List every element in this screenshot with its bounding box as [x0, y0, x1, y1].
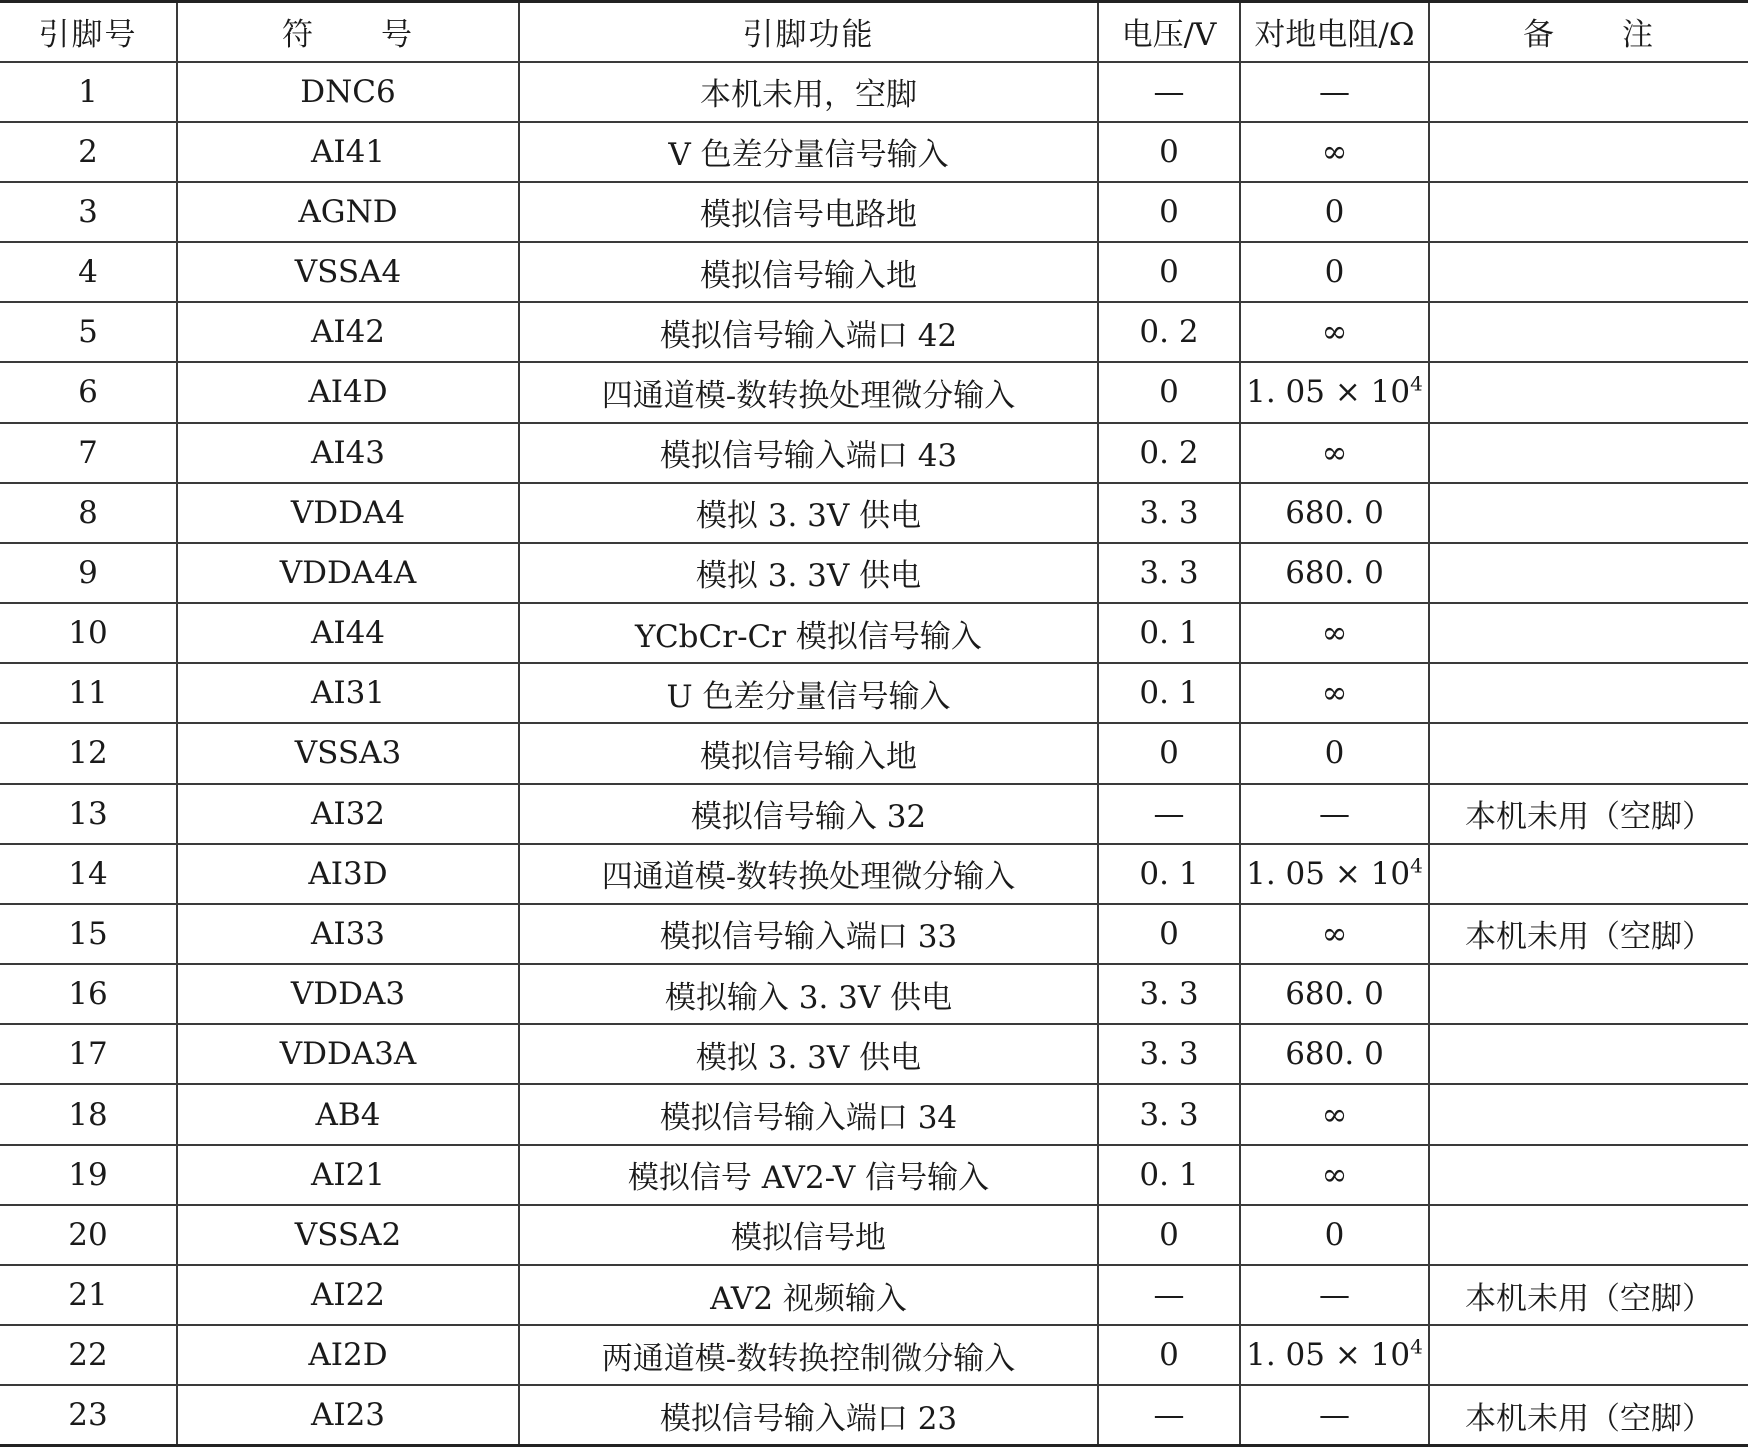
cell-note — [1429, 483, 1748, 543]
cell-function — [519, 1325, 1098, 1385]
cell-symbol — [177, 1385, 519, 1445]
cell-resistance — [1240, 242, 1429, 302]
cell-resistance — [1240, 844, 1429, 904]
cell-pin-text: 6 — [78, 374, 98, 411]
cell-function — [519, 302, 1098, 362]
table-row — [0, 1084, 1748, 1144]
cell-function-text: 模拟信号输入端口 43 — [659, 438, 958, 475]
cell-pin — [0, 1024, 177, 1084]
cell-pin — [0, 122, 177, 182]
cell-note-text: 本机未用（空脚） — [1465, 1400, 1713, 1437]
cell-pin-text: 19 — [68, 1156, 108, 1193]
cell-pin-text: 13 — [68, 795, 108, 832]
cell-function — [519, 784, 1098, 844]
cell-function — [519, 1084, 1098, 1144]
cell-voltage — [1098, 302, 1240, 362]
cell-function-text: 模拟信号电路地 — [700, 197, 917, 234]
cell-function — [519, 362, 1098, 422]
cell-resistance — [1240, 1145, 1429, 1205]
cell-function-text: 模拟信号输入地 — [700, 738, 917, 775]
cell-note — [1429, 603, 1748, 663]
header-pin: 引脚号 — [0, 2, 177, 62]
cell-voltage — [1098, 1265, 1240, 1325]
table-row — [0, 904, 1748, 964]
cell-symbol — [177, 362, 519, 422]
cell-function-text: 本机未用，空脚 — [700, 77, 917, 114]
cell-resistance — [1240, 904, 1429, 964]
cell-symbol-text: AI32 — [310, 795, 386, 832]
cell-voltage-text: 3. 3 — [1139, 1036, 1199, 1073]
cell-voltage-text: 0 — [1159, 374, 1179, 411]
cell-voltage — [1098, 784, 1240, 844]
cell-resistance — [1240, 1024, 1429, 1084]
cell-resistance-text: 680. 0 — [1285, 554, 1384, 591]
cell-pin-text: 20 — [68, 1216, 108, 1253]
cell-note — [1429, 964, 1748, 1024]
cell-pin — [0, 723, 177, 783]
cell-voltage — [1098, 844, 1240, 904]
cell-resistance-text: 0 — [1324, 1216, 1345, 1253]
cell-pin-text: 23 — [68, 1397, 108, 1434]
cell-pin — [0, 1265, 177, 1325]
cell-resistance — [1240, 1084, 1429, 1144]
cell-function — [519, 603, 1098, 663]
cell-voltage-text: — — [1153, 795, 1185, 832]
cell-resistance-text: ∞ — [1321, 133, 1348, 170]
cell-voltage-text: — — [1153, 73, 1185, 110]
cell-pin — [0, 543, 177, 603]
table-header-row — [0, 2, 1748, 62]
cell-resistance-text: — — [1319, 1277, 1350, 1314]
cell-resistance-text: 0 — [1324, 735, 1345, 772]
cell-note — [1429, 62, 1748, 122]
header-resistance: 对地电阻/Ω — [1240, 2, 1429, 62]
cell-pin — [0, 362, 177, 422]
cell-symbol-text: VSSA2 — [294, 1216, 402, 1253]
cell-symbol — [177, 242, 519, 302]
cell-function-text: AV2 视频输入 — [710, 1280, 907, 1317]
table-row — [0, 122, 1748, 182]
table-row — [0, 1385, 1748, 1445]
table-row — [0, 182, 1748, 242]
cell-resistance-text: 680. 0 — [1285, 1036, 1384, 1073]
cell-symbol-text: AI3D — [308, 855, 388, 892]
table-row — [0, 723, 1748, 783]
cell-voltage — [1098, 1084, 1240, 1144]
cell-symbol — [177, 1325, 519, 1385]
header-function: 引脚功能 — [519, 2, 1098, 62]
cell-pin-text: 18 — [68, 1096, 108, 1133]
cell-symbol-text: VDDA4A — [279, 554, 417, 591]
cell-voltage-text: 0. 2 — [1139, 434, 1199, 471]
cell-voltage — [1098, 603, 1240, 663]
cell-pin-text: 15 — [68, 915, 108, 952]
cell-symbol-text: AI22 — [310, 1277, 386, 1314]
cell-voltage-text: 0 — [1159, 254, 1179, 291]
cell-pin — [0, 603, 177, 663]
cell-symbol-text: VDDA3A — [279, 1036, 417, 1073]
cell-symbol — [177, 483, 519, 543]
cell-resistance — [1240, 122, 1429, 182]
cell-note — [1429, 423, 1748, 483]
cell-note — [1429, 302, 1748, 362]
cell-resistance — [1240, 182, 1429, 242]
resistance-exponent: 4 — [1410, 372, 1423, 397]
cell-resistance — [1240, 1265, 1429, 1325]
cell-symbol — [177, 62, 519, 122]
table-row — [0, 1325, 1748, 1385]
cell-symbol — [177, 663, 519, 723]
cell-function — [519, 182, 1098, 242]
cell-function — [519, 964, 1098, 1024]
cell-voltage-text: 0 — [1159, 735, 1179, 772]
table-row — [0, 1265, 1748, 1325]
cell-resistance-text: 1. 05 × 10 — [1246, 1337, 1411, 1374]
cell-pin — [0, 423, 177, 483]
cell-function-text: 两通道模-数转换控制微分输入 — [601, 1340, 1016, 1377]
cell-function-text: YCbCr-Cr 模拟信号输入 — [635, 618, 982, 655]
table-row — [0, 423, 1748, 483]
cell-resistance — [1240, 1385, 1429, 1445]
cell-voltage — [1098, 1325, 1240, 1385]
table-row — [0, 302, 1748, 362]
cell-symbol — [177, 784, 519, 844]
cell-resistance-text: 1. 05 × 10 — [1246, 855, 1411, 892]
cell-note — [1429, 904, 1748, 964]
table-row — [0, 784, 1748, 844]
cell-note-text: 本机未用（空脚） — [1465, 1280, 1713, 1317]
cell-voltage-text: 0 — [1159, 915, 1179, 952]
cell-symbol-text: VDDA4 — [290, 494, 406, 531]
cell-note — [1429, 1385, 1748, 1445]
cell-symbol — [177, 182, 519, 242]
cell-pin — [0, 302, 177, 362]
header-symbol: 符 号 — [177, 2, 519, 62]
cell-voltage — [1098, 663, 1240, 723]
cell-function — [519, 242, 1098, 302]
table-row — [0, 1205, 1748, 1265]
cell-voltage-text: 3. 3 — [1139, 554, 1199, 591]
cell-pin-text: 8 — [78, 494, 98, 531]
cell-resistance-text: ∞ — [1321, 434, 1348, 471]
cell-function-text: V 色差分量信号输入 — [668, 137, 949, 174]
cell-symbol — [177, 723, 519, 783]
cell-note — [1429, 122, 1748, 182]
cell-note — [1429, 1325, 1748, 1385]
cell-voltage-text: 0. 2 — [1139, 314, 1199, 351]
table-body — [0, 62, 1748, 1446]
cell-voltage — [1098, 62, 1240, 122]
cell-symbol — [177, 964, 519, 1024]
cell-function — [519, 1385, 1098, 1445]
cell-function — [519, 844, 1098, 904]
cell-note-text: 本机未用（空脚） — [1465, 799, 1713, 836]
cell-symbol-text: AI44 — [310, 615, 386, 652]
cell-pin — [0, 1145, 177, 1205]
cell-voltage — [1098, 122, 1240, 182]
cell-function-text: 模拟信号地 — [731, 1220, 886, 1257]
table-row — [0, 242, 1748, 302]
cell-symbol-text: AI43 — [310, 434, 386, 471]
cell-voltage-text: 0 — [1159, 1337, 1179, 1374]
cell-voltage — [1098, 423, 1240, 483]
cell-voltage — [1098, 543, 1240, 603]
header-note: 备 注 — [1429, 2, 1748, 62]
cell-voltage-text: 0. 1 — [1139, 675, 1199, 712]
cell-pin — [0, 904, 177, 964]
cell-symbol-text: AI23 — [310, 1397, 386, 1434]
cell-pin — [0, 182, 177, 242]
cell-voltage-text: 0. 1 — [1139, 855, 1199, 892]
cell-resistance — [1240, 302, 1429, 362]
cell-note — [1429, 182, 1748, 242]
cell-pin-text: 9 — [78, 554, 98, 591]
cell-symbol-text: AI31 — [310, 675, 386, 712]
cell-symbol — [177, 603, 519, 663]
cell-resistance-text: ∞ — [1321, 915, 1348, 952]
cell-voltage-text: 3. 3 — [1139, 494, 1199, 531]
cell-function-text: 模拟信号输入端口 42 — [659, 317, 958, 354]
cell-voltage — [1098, 1145, 1240, 1205]
cell-resistance — [1240, 964, 1429, 1024]
cell-resistance-text: ∞ — [1321, 1156, 1348, 1193]
cell-voltage — [1098, 904, 1240, 964]
cell-function-text: 模拟 3. 3V 供电 — [695, 498, 922, 535]
cell-function — [519, 663, 1098, 723]
cell-function-text: 模拟信号输入地 — [700, 257, 917, 294]
cell-voltage — [1098, 1024, 1240, 1084]
cell-voltage-text: 0 — [1159, 133, 1179, 170]
cell-resistance — [1240, 663, 1429, 723]
cell-symbol-text: VSSA4 — [294, 254, 402, 291]
cell-function-text: 四通道模-数转换处理微分输入 — [601, 377, 1016, 414]
cell-function — [519, 423, 1098, 483]
cell-symbol-text: VDDA3 — [290, 976, 406, 1013]
cell-resistance-text: ∞ — [1321, 1096, 1348, 1133]
cell-function — [519, 1265, 1098, 1325]
cell-pin-text: 21 — [68, 1277, 108, 1314]
cell-note — [1429, 1024, 1748, 1084]
cell-resistance-text: — — [1319, 795, 1350, 832]
cell-function — [519, 904, 1098, 964]
table-row — [0, 362, 1748, 422]
cell-pin-text: 5 — [78, 314, 98, 351]
cell-pin — [0, 1205, 177, 1265]
cell-resistance-text: ∞ — [1321, 615, 1348, 652]
cell-resistance-text: 1. 05 × 10 — [1246, 374, 1411, 411]
table-row — [0, 543, 1748, 603]
cell-symbol-text: AI42 — [310, 314, 386, 351]
cell-pin — [0, 1325, 177, 1385]
cell-function — [519, 483, 1098, 543]
cell-pin-text: 14 — [68, 855, 108, 892]
cell-voltage — [1098, 1385, 1240, 1445]
cell-resistance — [1240, 603, 1429, 663]
cell-pin — [0, 1084, 177, 1144]
cell-function — [519, 122, 1098, 182]
cell-note — [1429, 1145, 1748, 1205]
cell-note — [1429, 1265, 1748, 1325]
cell-pin-text: 12 — [68, 735, 108, 772]
cell-voltage-text: 0. 1 — [1139, 1156, 1199, 1193]
cell-resistance-text: 0 — [1324, 254, 1345, 291]
cell-voltage-text: 3. 3 — [1139, 976, 1199, 1013]
cell-symbol-text: AI21 — [310, 1156, 386, 1193]
cell-function-text: 模拟信号输入端口 33 — [659, 919, 958, 956]
cell-pin — [0, 242, 177, 302]
table-row — [0, 964, 1748, 1024]
cell-function-text: 四通道模-数转换处理微分输入 — [601, 859, 1016, 896]
cell-voltage — [1098, 362, 1240, 422]
cell-function-text: U 色差分量信号输入 — [666, 678, 951, 715]
cell-symbol — [177, 302, 519, 362]
cell-resistance — [1240, 423, 1429, 483]
cell-voltage-text: 3. 3 — [1139, 1096, 1199, 1133]
cell-voltage — [1098, 964, 1240, 1024]
cell-symbol — [177, 1084, 519, 1144]
cell-function-text: 模拟信号输入端口 34 — [659, 1100, 958, 1136]
cell-symbol — [177, 904, 519, 964]
cell-voltage — [1098, 1205, 1240, 1265]
cell-symbol — [177, 423, 519, 483]
cell-voltage — [1098, 242, 1240, 302]
cell-pin — [0, 1385, 177, 1445]
cell-pin-text: 4 — [78, 254, 98, 291]
cell-pin — [0, 964, 177, 1024]
cell-symbol-text: AGND — [298, 193, 398, 230]
cell-note — [1429, 242, 1748, 302]
table-row — [0, 844, 1748, 904]
cell-pin-text: 2 — [78, 133, 98, 170]
table-row — [0, 483, 1748, 543]
cell-function-text: 模拟 3. 3V 供电 — [695, 558, 922, 595]
cell-pin — [0, 844, 177, 904]
cell-note — [1429, 1205, 1748, 1265]
cell-resistance — [1240, 784, 1429, 844]
cell-note — [1429, 663, 1748, 723]
cell-voltage — [1098, 483, 1240, 543]
cell-note — [1429, 1084, 1748, 1144]
resistance-exponent: 4 — [1410, 853, 1423, 878]
cell-resistance-text: 0 — [1324, 193, 1345, 230]
cell-function-text: 模拟 3. 3V 供电 — [695, 1039, 922, 1076]
cell-pin-text: 22 — [68, 1337, 108, 1374]
cell-symbol — [177, 1024, 519, 1084]
cell-note — [1429, 362, 1748, 422]
cell-note — [1429, 543, 1748, 603]
table-row — [0, 603, 1748, 663]
cell-function — [519, 1205, 1098, 1265]
cell-pin-text: 7 — [78, 434, 98, 471]
cell-resistance — [1240, 543, 1429, 603]
cell-function-text: 模拟信号输入 32 — [690, 799, 927, 836]
cell-note — [1429, 784, 1748, 844]
cell-resistance-text: — — [1319, 1397, 1350, 1434]
cell-pin-text: 17 — [68, 1036, 108, 1073]
cell-voltage-text: — — [1153, 1397, 1185, 1434]
cell-symbol-text: AI41 — [310, 133, 386, 170]
table-row — [0, 1145, 1748, 1205]
cell-note — [1429, 844, 1748, 904]
cell-resistance — [1240, 723, 1429, 783]
cell-pin-text: 16 — [68, 976, 108, 1013]
cell-symbol-text: AI4D — [308, 374, 388, 411]
cell-note-text: 本机未用（空脚） — [1465, 919, 1713, 956]
cell-function — [519, 543, 1098, 603]
cell-pin — [0, 784, 177, 844]
cell-symbol — [177, 543, 519, 603]
cell-symbol — [177, 122, 519, 182]
cell-voltage — [1098, 723, 1240, 783]
cell-note — [1429, 723, 1748, 783]
cell-resistance-text: ∞ — [1321, 675, 1348, 712]
cell-function — [519, 1145, 1098, 1205]
cell-pin — [0, 663, 177, 723]
header-voltage: 电压/V — [1098, 2, 1240, 62]
resistance-exponent: 4 — [1410, 1334, 1423, 1359]
cell-symbol — [177, 1205, 519, 1265]
cell-function-text: 模拟信号输入端口 23 — [659, 1400, 958, 1437]
cell-function-text: 模拟输入 3. 3V 供电 — [664, 979, 953, 1016]
table-row — [0, 663, 1748, 723]
table-row — [0, 1024, 1748, 1084]
cell-voltage — [1098, 182, 1240, 242]
cell-symbol-text: AB4 — [315, 1096, 381, 1133]
cell-voltage-text: 0. 1 — [1139, 615, 1199, 652]
cell-resistance-text: — — [1319, 73, 1350, 110]
cell-symbol-text: AI33 — [310, 915, 386, 952]
cell-symbol-text: AI2D — [308, 1337, 388, 1374]
cell-voltage-text: — — [1153, 1277, 1185, 1314]
cell-resistance-text: 680. 0 — [1285, 494, 1384, 531]
cell-symbol — [177, 844, 519, 904]
cell-resistance — [1240, 483, 1429, 543]
cell-pin-text: 3 — [78, 193, 98, 230]
cell-pin-text: 10 — [68, 615, 108, 652]
cell-pin-text: 11 — [68, 675, 108, 712]
cell-function — [519, 723, 1098, 783]
cell-pin — [0, 62, 177, 122]
cell-pin-text: 1 — [78, 73, 98, 110]
cell-function — [519, 1024, 1098, 1084]
cell-voltage-text: 0 — [1159, 193, 1179, 230]
cell-symbol — [177, 1145, 519, 1205]
cell-pin — [0, 483, 177, 543]
cell-resistance — [1240, 362, 1429, 422]
cell-resistance — [1240, 62, 1429, 122]
cell-resistance-text: ∞ — [1321, 314, 1348, 351]
cell-resistance-text: 680. 0 — [1285, 976, 1384, 1013]
cell-symbol-text: VSSA3 — [294, 735, 402, 772]
cell-symbol — [177, 1265, 519, 1325]
cell-symbol-text: DNC6 — [300, 73, 396, 110]
cell-resistance — [1240, 1205, 1429, 1265]
table-row — [0, 62, 1748, 122]
cell-function — [519, 62, 1098, 122]
cell-voltage-text: 0 — [1159, 1216, 1179, 1253]
cell-resistance — [1240, 1325, 1429, 1385]
cell-function-text: 模拟信号 AV2-V 信号输入 — [627, 1160, 990, 1197]
